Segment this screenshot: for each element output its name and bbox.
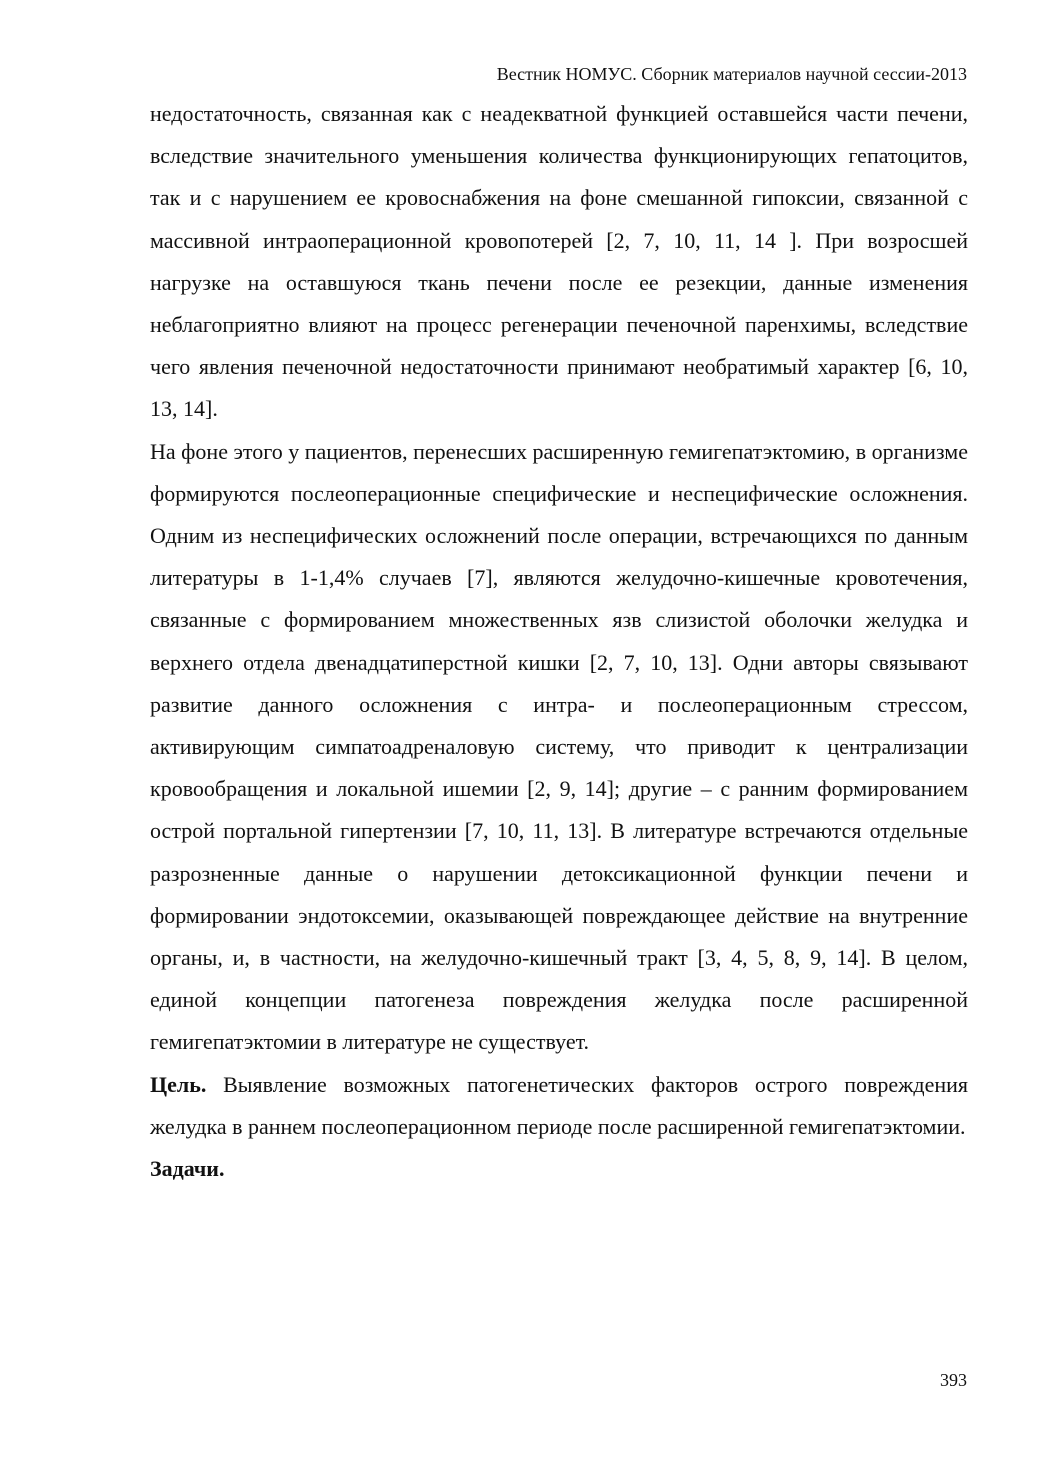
paragraph-goal: [150, 1064, 968, 1148]
goal-label: Цель.: [150, 1071, 207, 1097]
goal-text: Выявление возможных патогенетических факторов острого повреждения желудка в раннем послеоперационном периоде после расширенной гемигепатэктомии.: [150, 1071, 968, 1139]
tasks-label: Задачи.: [150, 1156, 225, 1182]
paragraph-tasks: [150, 1148, 968, 1190]
page-number: 393: [940, 1370, 967, 1390]
running-header: Вестник НОМУС. Сборник материалов научной сессии-2013: [496, 64, 967, 84]
paragraph-continuation: недостаточность, связанная как с неадекватной функцией оставшейся части печени, вследствие значительного уменьшения количества функционирующих гепатоцитов, так и с нарушением ее кровоснабжения на фоне смешанной гипоксии, связанной с массивной интраоперационной кровопотерей [2, 7, 10, 11, 14 ]. При возросшей нагрузке на оставшуюся ткань печени после ее резекции, данные изменения неблагоприятно влияют на процесс регенерации печеночной паренхимы, вследствие чего явления печеночной недостаточности принимают необратимый характер [6, 10, 13, 14].: [150, 101, 968, 422]
body-text: [150, 93, 968, 1190]
paragraph-complications: На фоне этого у пациентов, перенесших расширенную гемигепатэктомию, в организме формируются послеоперационные специфические и неспецифические осложнения. Одним из неспецифических осложнений после операции, встречающихся по данным литературы в 1-1,4% случаев [7], являются желудочно-кишечные кровотечения, связанные с формированием множественных язв слизистой оболочки желудка и верхнего отдела двенадцатиперстной кишки [2, 7, 10, 13]. Одни авторы связывают развитие данного осложнения с интра- и послеоперационным стрессом, активирующим симпатоадреналовую систему, что приводит к централизации кровообращения и локальной ишемии [2, 9, 14]; другие – с ранним формированием острой портальной гипертензии [7, 10, 11, 13]. В литературе встречаются отдельные разрозненные данные о нарушении детоксикационной функции печени и формировании эндотоксемии, оказывающей повреждающее действие на внутренние органы, и, в частности, на желудочно-кишечный тракт [3, 4, 5, 8, 9, 14]. В целом, единой концепции патогенеза повреждения желудка после расширенной гемигепатэктомии в литературе не существует.: [150, 438, 968, 1055]
